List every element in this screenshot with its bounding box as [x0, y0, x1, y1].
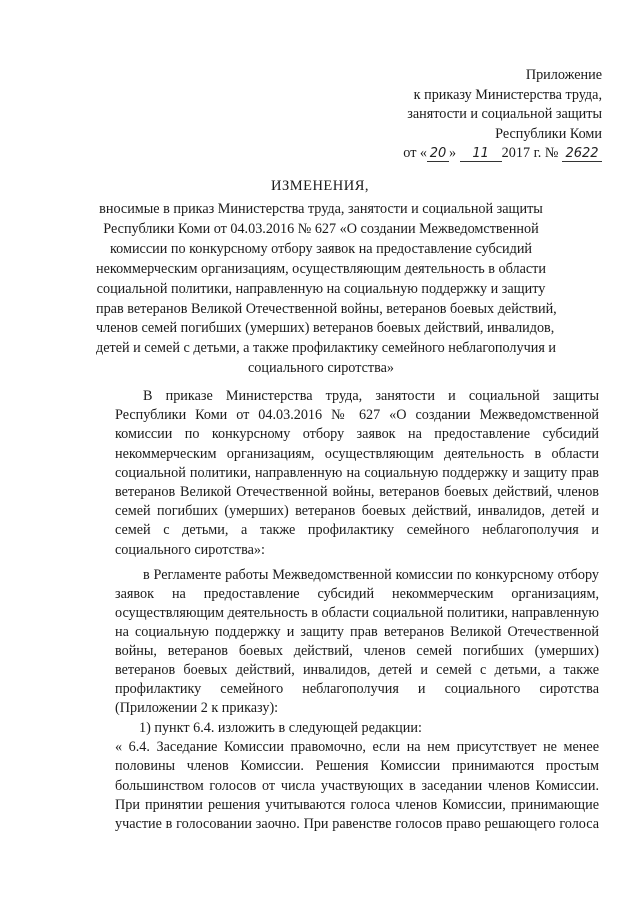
subtitle-line: членов семей погибших (умерших) ветеранов боевых действий, инвалидов, — [96, 320, 555, 337]
date-mid: » — [449, 145, 457, 161]
paragraph-line: в Регламенте работы Межведомственной комиссии по конкурсному отбору — [143, 566, 599, 583]
paragraph-line: осуществляющим деятельность в области социальной политики, направленную — [115, 605, 599, 622]
subtitle-line: прав ветеранов Великой Отечественной войны, ветеранов боевых действий, — [96, 300, 557, 317]
date-year: 2017 г. № — [501, 145, 559, 161]
paragraph-line: Республики Коми от 04.03.2016 № 627 «О создании Межведомственной — [115, 407, 599, 424]
paragraph-line: заявок на предоставление субсидий некоммерческим организациям, — [115, 585, 599, 602]
handwritten-number: 2622 — [562, 147, 602, 162]
annex-line-2: занятости и социальной защиты — [407, 106, 602, 122]
paragraph-line: « 6.4. Заседание Комиссии правомочно, если на нем присутствует не менее — [115, 738, 599, 755]
subtitle-line: Республики Коми от 04.03.2016 № 627 «О создании Межведомственной — [103, 220, 539, 237]
paragraph-line: При принятии решения учитываются голоса членов Комиссии, принимающие — [115, 797, 599, 813]
document-subtitle — [96, 200, 557, 379]
paragraph-line: комиссии по конкурсному отбору заявок на предоставление субсидий — [115, 426, 599, 443]
annex-line-3: Республики Коми — [495, 125, 602, 142]
paragraph-line: социального сиротства»: — [115, 541, 265, 558]
handwritten-day: 20 — [427, 147, 449, 162]
paragraph-line: (Приложении 2 к приказу): — [115, 700, 279, 717]
annex-date-line — [342, 144, 602, 164]
date-prefix: от « — [403, 145, 428, 161]
paragraph-line: ветеранов боевых действий, инвалидов, детей и семей с детьми, а также — [115, 662, 599, 679]
paragraph-line: половины членов Комиссии. Решения Комиссии принимаются простым — [115, 758, 599, 775]
subtitle-line: некоммерческим организациям, осуществляющим деятельность в области — [96, 260, 546, 277]
handwritten-month: 11 — [460, 147, 502, 162]
paragraph-line: некоммерческим организациям, осуществляющим деятельность в области — [115, 445, 599, 462]
subtitle-line: вносимые в приказ Министерства труда, занятости и социальной защиты — [99, 201, 543, 217]
paragraph-line: войны, ветеранов боевых действий, членов семей погибших (умерших) — [115, 643, 599, 660]
paragraph-line: ветеранов Великой Отечественной войны, ветеранов боевых действий, членов — [115, 484, 599, 501]
paragraph-item-1: 1) пункт 6.4. изложить в следующей редакции: — [139, 719, 422, 736]
subtitle-line: социальной политики, направленную на социальную поддержку и защиту — [96, 280, 546, 297]
paragraph-line: профилактику семейного неблагополучия и социального сиротства — [115, 681, 599, 698]
subtitle-line: комиссии по конкурсному отбору заявок на предоставление субсидий — [109, 240, 533, 257]
document-title: ИЗМЕНЕНИЯ, — [270, 178, 370, 194]
paragraph-line: большинством голосов от числа участвующих в заседании членов Комиссии. — [115, 777, 599, 794]
annex-line-1: к приказу Министерства труда, — [413, 86, 602, 103]
paragraph-quote — [115, 738, 599, 835]
paragraph-intro — [115, 387, 599, 560]
annex-block — [342, 66, 602, 164]
paragraph-line: участие в голосовании заочно. При равенстве голосов право решающего голоса — [115, 816, 599, 833]
paragraph-line: на социальную поддержку и защиту прав ветеранов Великой Отечественной — [115, 624, 599, 641]
document-body — [115, 387, 599, 835]
paragraph-line: социальной политики, направленную на социальную поддержку и защиту прав — [115, 464, 599, 481]
subtitle-line: детей и семей с детьми, а также профилактику семейного неблагополучия и — [96, 340, 556, 357]
annex-title: Приложение — [525, 67, 602, 83]
paragraph-line: семей с детьми, а также профилактику семейного неблагополучия и — [115, 522, 599, 539]
paragraph-line: В приказе Министерства труда, занятости и социальной защиты — [143, 388, 599, 404]
paragraph-line: семей погибших (умерших) ветеранов боевых действий, инвалидов, детей и — [115, 503, 599, 520]
paragraph-regulation — [115, 566, 599, 719]
subtitle-line: социального сиротства» — [247, 360, 394, 377]
